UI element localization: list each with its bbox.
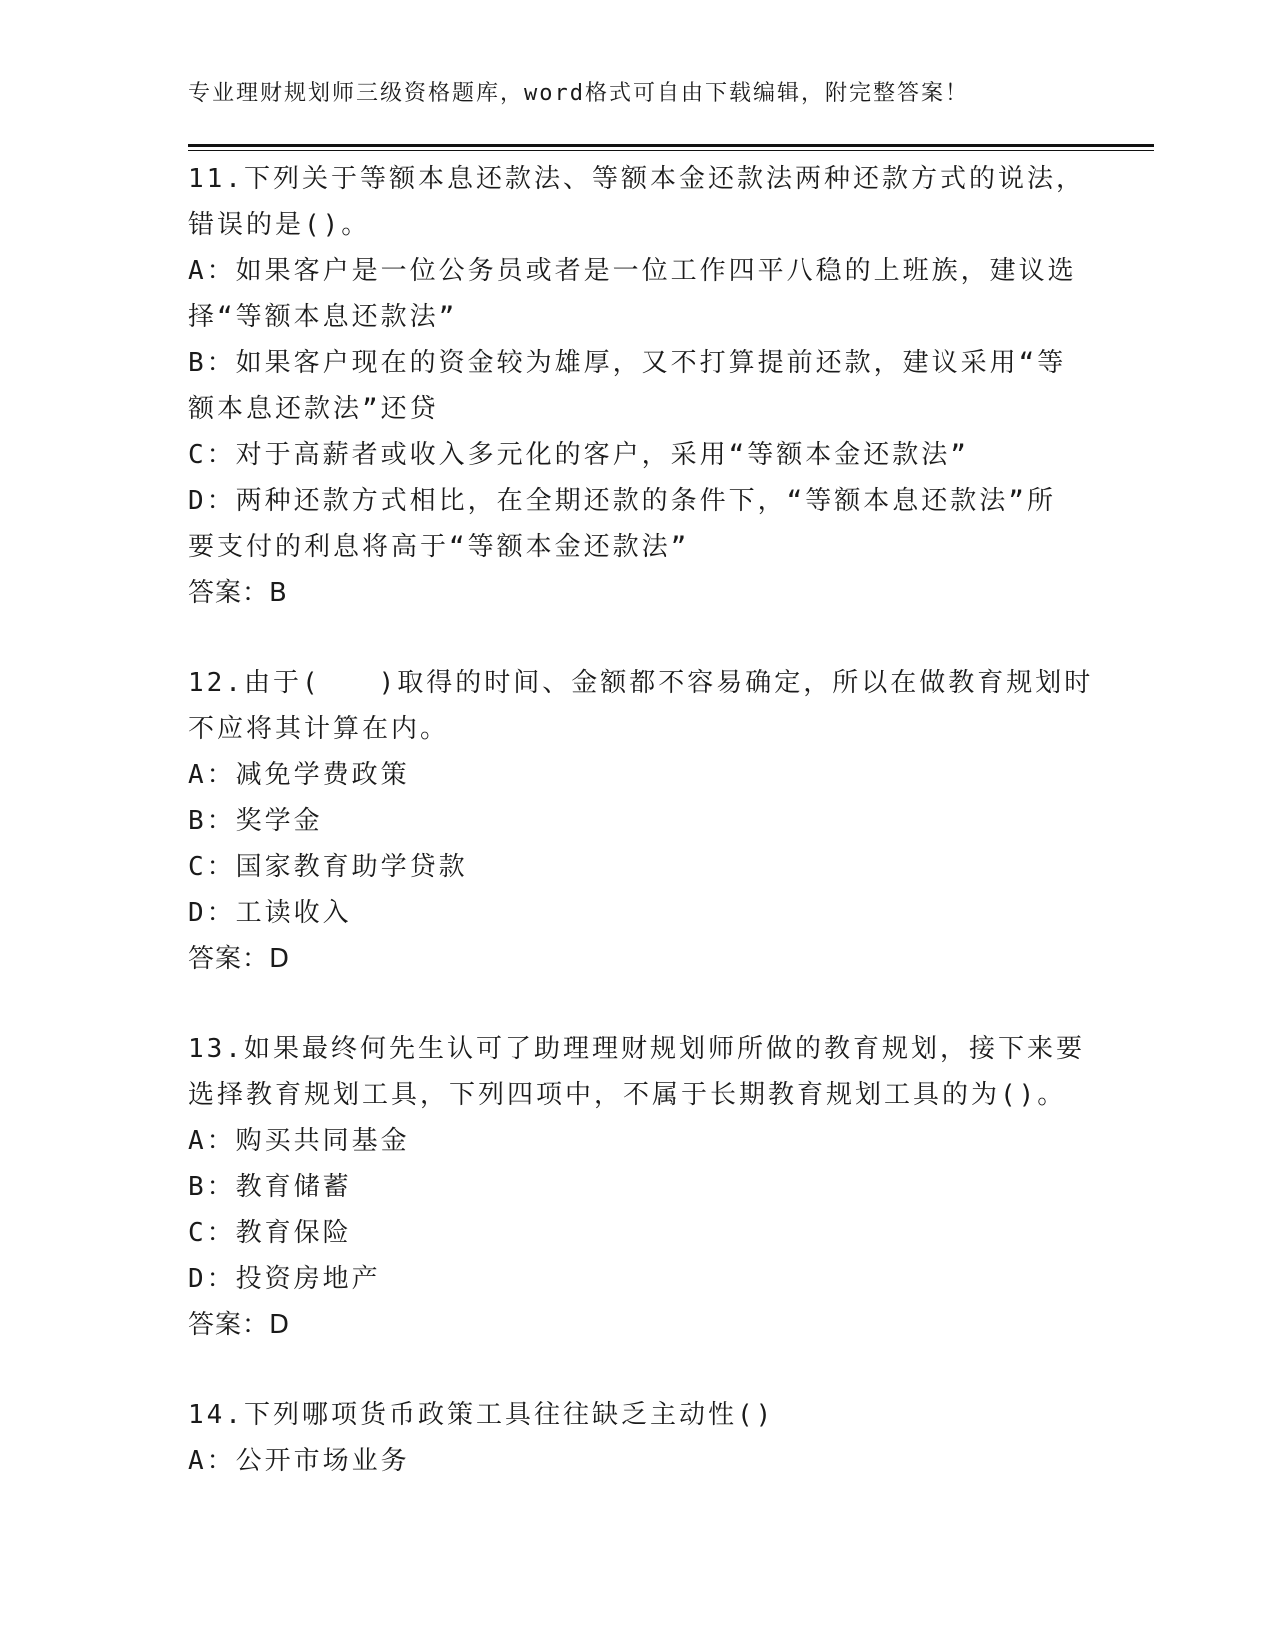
option-d: D：工读收入 bbox=[188, 898, 352, 928]
question-stem: 错误的是()。 bbox=[188, 210, 371, 240]
option-d: D：投资房地产 bbox=[188, 1264, 381, 1294]
option-c: C：国家教育助学贷款 bbox=[188, 852, 468, 882]
option-b: 额本息还款法”还贷 bbox=[188, 394, 439, 424]
option-b: B：奖学金 bbox=[188, 806, 323, 836]
question-11 bbox=[188, 156, 1088, 616]
option-d: D：两种还款方式相比，在全期还款的条件下，“等额本息还款法”所 bbox=[188, 486, 1056, 516]
question-stem: 11.下列关于等额本息还款法、等额本金还款法两种还款方式的说法， bbox=[188, 164, 1085, 194]
question-list bbox=[188, 156, 1094, 1528]
question-stem: 14.下列哪项货币政策工具往往缺乏主动性() bbox=[188, 1400, 775, 1430]
option-a: 择“等额本息还款法” bbox=[188, 302, 458, 332]
option-b: B：如果客户现在的资金较为雄厚，又不打算提前还款，建议采用“等 bbox=[188, 348, 1067, 378]
question-stem: 12.由于( )取得的时间、金额都不容易确定，所以在做教育规划时 bbox=[188, 668, 1094, 698]
question-14 bbox=[188, 1392, 1088, 1484]
question-stem: 13.如果最终何先生认可了助理理财规划师所做的教育规划，接下来要 bbox=[188, 1034, 1085, 1064]
answer-label: 答案：D bbox=[188, 944, 291, 974]
question-13 bbox=[188, 1026, 1088, 1348]
question-stem: 不应将其计算在内。 bbox=[188, 714, 450, 744]
answer-label: 答案：D bbox=[188, 1310, 291, 1340]
option-d: 要支付的利息将高于“等额本金还款法” bbox=[188, 532, 690, 562]
option-a: A：公开市场业务 bbox=[188, 1446, 410, 1476]
page-header: 专业理财规划师三级资格题库，word格式可自由下载编辑，附完整答案！ bbox=[188, 81, 969, 106]
question-12 bbox=[188, 660, 1094, 982]
answer-label: 答案：B bbox=[188, 578, 288, 608]
question-stem: 选择教育规划工具，下列四项中，不属于长期教育规划工具的为()。 bbox=[188, 1080, 1067, 1110]
option-a: A：减免学费政策 bbox=[188, 760, 410, 790]
header-rule-thick bbox=[188, 144, 1154, 147]
header-rule-thin bbox=[188, 150, 1154, 151]
option-c: C：教育保险 bbox=[188, 1218, 352, 1248]
option-a: A：购买共同基金 bbox=[188, 1126, 410, 1156]
option-a: A：如果客户是一位公务员或者是一位工作四平八稳的上班族，建议选 bbox=[188, 256, 1077, 286]
option-c: C：对于高薪者或收入多元化的客户，采用“等额本金还款法” bbox=[188, 440, 969, 470]
option-b: B：教育储蓄 bbox=[188, 1172, 352, 1202]
